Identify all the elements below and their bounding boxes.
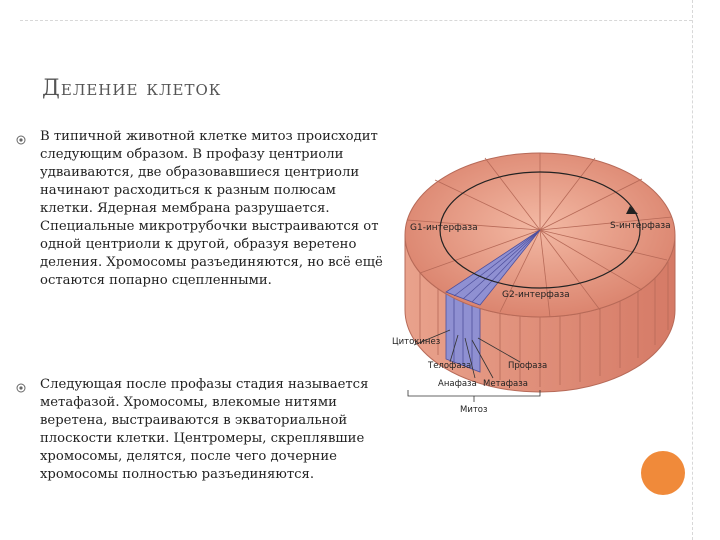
paragraph-metaphase: Следующая после профазы стадия называется метафазой. Хромосомы, влекомые нитями веретена, выстраиваются в экваториальной плоскости клетки. Центромеры, скреплявшие хромосомы, делятся, после чего дочерние хромосомы полностью разъединяются. — [40, 377, 369, 482]
bullet-icon — [16, 383, 26, 393]
paragraph-prophase: В типичной животной клетке митоз происходит следующим образом. В профазу центриоли удваиваются, две образовавшиеся центриоли начинают расходиться к разным полюсам клетки. Ядерная мембрана разрушается. Специальные микротрубочки выстраиваются от одной центриоли к другой, образуя веретено деления. Хромосомы разъединяются, но всё ещё остаются попарно сцепленными. — [40, 129, 383, 288]
label-prophase: Профаза — [508, 361, 548, 371]
slide-title: Деление клеток — [42, 76, 222, 101]
label-metaphase: Метафаза — [483, 379, 528, 389]
label-s: S-интерфаза — [610, 221, 671, 231]
cell-cycle-diagram — [380, 140, 700, 420]
orange-circle-decoration — [641, 451, 685, 495]
label-cytokinesis: Цитокинез — [392, 337, 441, 347]
frame-horizontal-line — [20, 20, 692, 21]
label-telophase: Телофаза — [428, 361, 472, 371]
bullet-icon — [16, 135, 26, 145]
label-anaphase: Анафаза — [438, 379, 477, 389]
label-mitosis: Митоз — [460, 405, 488, 415]
label-g2: G2-интерфаза — [502, 290, 570, 300]
label-g1: G1-интерфаза — [410, 223, 478, 233]
